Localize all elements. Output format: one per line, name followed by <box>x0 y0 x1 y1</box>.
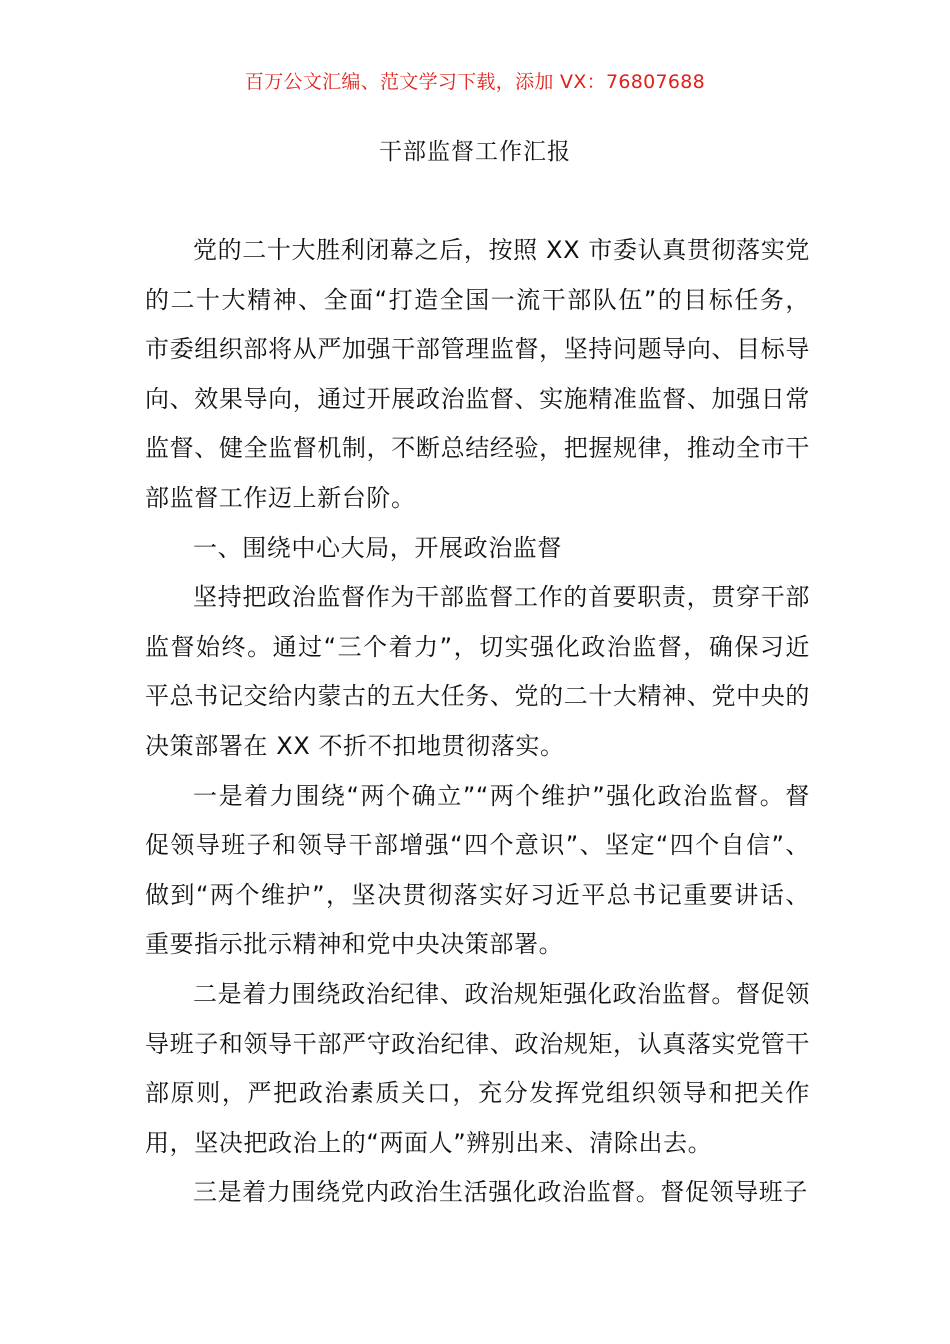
document-body <box>145 226 810 1218</box>
header-watermark-note: 百万公文汇编、范文学习下载，添加 VX：76807688 <box>244 71 706 93</box>
section-heading: 一、围绕中心大局，开展政治监督 <box>193 533 562 562</box>
body-paragraph: 一是着力围绕“两个确立”“两个维护”强化政治监督。督促领导班子和领导干部增强“四个意识”、坚定“四个自信”、做到“两个维护”，坚决贯彻落实好习近平总书记重要讲话、重要指示批示精神和党中央决策部署。 <box>145 781 810 959</box>
body-paragraph: 三是着力围绕党内政治生活强化政治监督。督促领导班子 <box>193 1178 808 1207</box>
body-paragraph: 党的二十大胜利闭幕之后，按照 XX 市委认真贯彻落实党的二十大精神、全面“打造全国一流干部队伍”的目标任务，市委组织部将从严加强干部管理监督，坚持问题导向、目标导向、效果导向，通过开展政治监督、实施精准监督、加强日常监督、健全监督机制，不断总结经验，把握规律，推动全市干部监督工作迈上新台阶。 <box>145 236 810 512</box>
body-paragraph: 坚持把政治监督作为干部监督工作的首要职责，贯穿干部监督始终。通过“三个着力”，切实强化政治监督，确保习近平总书记交给内蒙古的五大任务、党的二十大精神、党中央的决策部署在 XX 不折不扣地贯彻落实。 <box>145 583 810 760</box>
body-paragraph: 二是着力围绕政治纪律、政治规矩强化政治监督。督促领导班子和领导干部严守政治纪律、政治规矩，认真落实党管干部原则，严把政治素质关口，充分发挥党组织领导和把关作用，坚决把政治上的“两面人”辨别出来、清除出去。 <box>145 979 810 1157</box>
document-title: 干部监督工作汇报 <box>379 139 571 165</box>
